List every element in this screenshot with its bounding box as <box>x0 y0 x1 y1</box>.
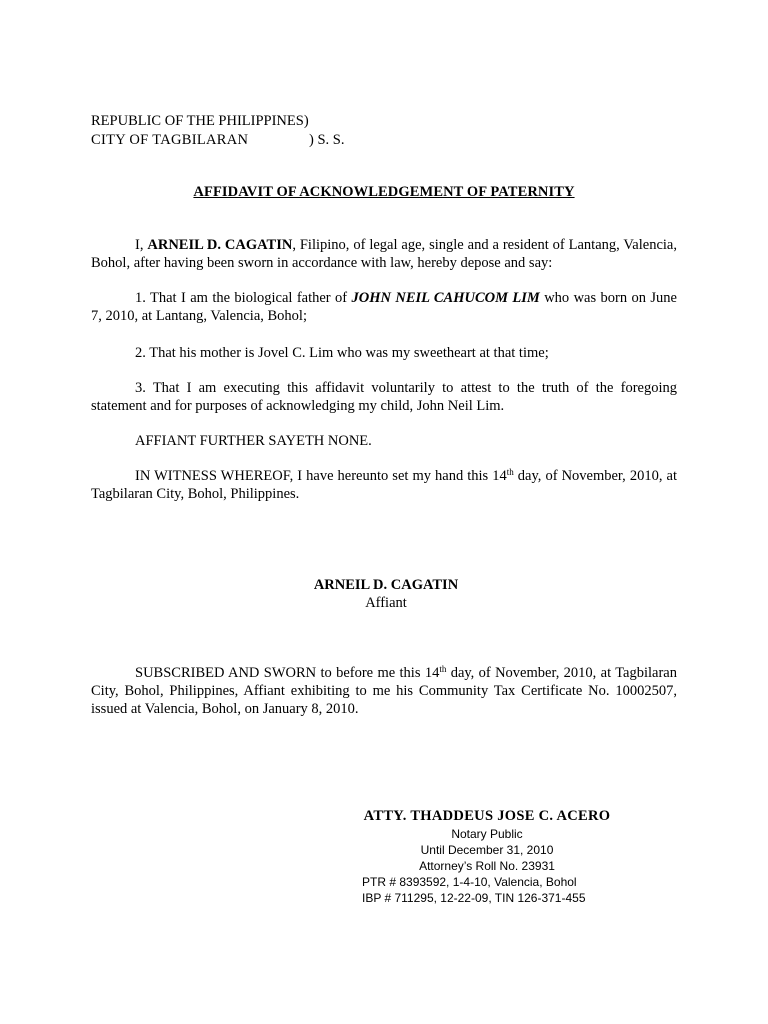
notary-block <box>352 807 622 906</box>
witness-rest: day, of November, 2010, at Tagbilaran City, Bohol, Philippines. <box>91 468 677 502</box>
notary-ptr: PTR # 8393592, 1-4-10, Valencia, Bohol <box>362 875 577 889</box>
statement-1-rest: who was born on June 7, 2010, at Lantang, Valencia, Bohol; <box>91 290 677 324</box>
notary-ibp-tin: IBP # 711295, 12-22-09, TIN 126-371-455 <box>362 891 586 905</box>
witness-ordinal: th <box>506 467 514 477</box>
document-title: AFFIDAVIT OF ACKNOWLEDGEMENT OF PATERNITY <box>193 184 575 200</box>
statement-2: 2. That his mother is Jovel C. Lim who was my sweetheart at that time; <box>135 345 549 361</box>
statement-1 <box>91 289 677 325</box>
jurat-lead: SUBSCRIBED AND SWORN to before me this 14 <box>135 665 440 681</box>
venue-republic-text: REPUBLIC OF THE PHILIPPINES) <box>91 113 309 129</box>
affiant-signature-block <box>0 576 768 612</box>
notary-commission-until: Until December 31, 2010 <box>420 843 554 857</box>
notary-name: ATTY. THADDEUS JOSE C. ACERO <box>363 808 611 824</box>
further-sayeth: AFFIANT FURTHER SAYETH NONE. <box>135 433 372 449</box>
jurat-ordinal: th <box>439 664 447 674</box>
venue-block <box>91 112 451 150</box>
venue-line-republic <box>91 112 451 131</box>
child-name: JOHN NEIL CAHUCOM LIM <box>351 290 540 306</box>
affiant-role: Affiant <box>365 595 407 611</box>
intro-rest: , Filipino, of legal age, single and a resident of Lantang, Valencia, Bohol, after having been sworn in accordance with law, hereby depose and say: <box>91 237 677 271</box>
statement-3: 3. That I am executing this affidavit voluntarily to attest to the truth of the foregoing statement and for purposes of acknowledging my child, John Neil Lim. <box>91 380 677 414</box>
intro-paragraph <box>91 236 677 272</box>
notary-title: Notary Public <box>451 827 523 841</box>
witness-paragraph <box>91 467 677 503</box>
venue-city-text: CITY OF TAGBILARAN <box>91 132 249 148</box>
notary-roll-number: Attorney’s Roll No. 23931 <box>419 859 555 873</box>
intro-affiant-name: ARNEIL D. CAGATIN <box>147 237 293 253</box>
affiant-name: ARNEIL D. CAGATIN <box>313 577 459 593</box>
jurat-rest: day, of November, 2010, at Tagbilaran City, Bohol, Philippines, Affiant exhibiting to me his Community Tax Certificate No. 10002507, issued at Valencia, Bohol, on January 8, 2010. <box>91 665 677 717</box>
witness-lead: IN WITNESS WHEREOF, I have hereunto set my hand this 14 <box>135 468 507 484</box>
statement-1-lead: 1. That I am the biological father of <box>135 290 352 306</box>
venue-line-city <box>91 131 451 150</box>
intro-lead: I, <box>135 237 148 253</box>
venue-ss-text: ) S. S. <box>309 132 345 148</box>
jurat-paragraph <box>91 664 677 718</box>
